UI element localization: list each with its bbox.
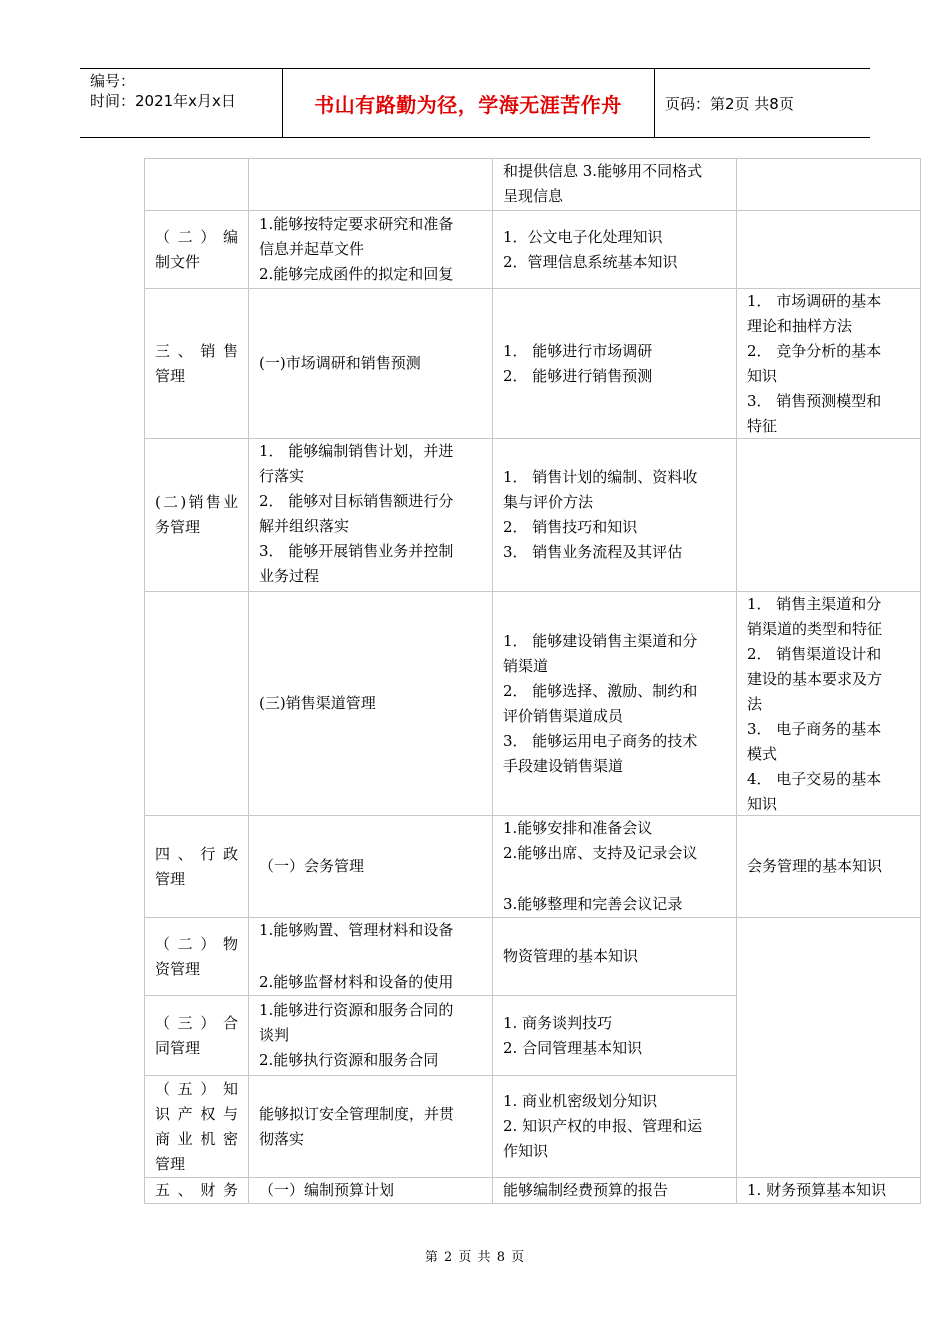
cell-line: 知识 xyxy=(747,795,778,813)
cell-line: （三）合 xyxy=(155,1013,238,1032)
cell-line xyxy=(503,867,726,892)
cell-line: 2.能够完成函件的拟定和回复 xyxy=(259,265,454,283)
cell-line: 知识 xyxy=(747,367,778,385)
cell-line: 解并组织落实 xyxy=(259,517,350,535)
table-cell xyxy=(144,995,249,1076)
table-cell xyxy=(736,438,921,592)
cell-line: （二）编 xyxy=(155,227,238,246)
cell-line: 作知识 xyxy=(503,1142,549,1160)
cell-line: 同管理 xyxy=(155,1038,201,1057)
cell-line: 3． 能够运用电子商务的技术 xyxy=(503,731,698,750)
cell-line: 2. 合同管理基本知识 xyxy=(503,1038,643,1057)
cell-line: 2． 销售渠道设计和 xyxy=(747,645,882,663)
cell-line: 呈现信息 xyxy=(503,187,564,205)
page-header xyxy=(80,68,870,138)
cell-line: 手段建设销售渠道 xyxy=(503,756,624,775)
cell-line: 彻落实 xyxy=(259,1129,305,1148)
table-cell xyxy=(248,210,493,289)
cell-line: 资管理 xyxy=(155,959,201,978)
cell-line: （五）知 xyxy=(155,1079,238,1098)
table-cell xyxy=(492,158,737,211)
cell-line: 商业机密 xyxy=(155,1129,238,1148)
table-cell xyxy=(736,591,921,816)
table-cell xyxy=(736,288,921,439)
cell-line: 销渠道的类型和特征 xyxy=(747,620,883,638)
cell-line: 五、财务 xyxy=(155,1181,238,1199)
table-cell xyxy=(248,917,493,996)
table-cell xyxy=(492,438,737,592)
cell-line: （一）编制预算计划 xyxy=(259,1181,395,1199)
cell-line: 3.能够整理和完善会议记录 xyxy=(503,894,683,913)
cell-line: 销渠道 xyxy=(503,656,549,675)
cell-line: 管理 xyxy=(155,869,186,888)
cell-line: 行落实 xyxy=(259,467,305,485)
cell-line: 4． 电子交易的基本 xyxy=(747,770,882,788)
cell-line: 务管理 xyxy=(155,518,201,536)
header-page-info: 页码：第2页 共8页 xyxy=(665,94,794,113)
cell-line: 1． 销售计划的编制、资料收 xyxy=(503,468,698,486)
table-cell xyxy=(736,158,921,211)
table-cell xyxy=(736,1177,921,1204)
cell-line: （二）物 xyxy=(155,934,238,953)
table-cell xyxy=(144,1177,249,1204)
table-cell xyxy=(248,995,493,1076)
table-cell xyxy=(248,438,493,592)
cell-line: 业务过程 xyxy=(259,567,320,585)
table-cell xyxy=(144,438,249,592)
cell-line: 2． 能够选择、激励、制约和 xyxy=(503,681,698,700)
cell-line: 管理 xyxy=(155,366,186,385)
cell-line: 1.能够进行资源和服务合同的 xyxy=(259,1001,454,1019)
table-cell xyxy=(492,1075,737,1178)
cell-line: 和提供信息 3.能够用不同格式 xyxy=(503,162,703,180)
header-motto: 书山有路勤为径，学海无涯苦作舟 xyxy=(314,92,622,117)
cell-line: 1． 市场调研的基本 xyxy=(747,292,882,310)
cell-line: 评价销售渠道成员 xyxy=(503,706,624,725)
cell-line: 建设的基本要求及方 xyxy=(747,670,883,688)
cell-line: (三)销售渠道管理 xyxy=(259,694,376,712)
table-cell xyxy=(492,995,737,1076)
cell-line: 2.能够出席、支持及记录会议 xyxy=(503,844,698,863)
table-cell xyxy=(492,815,737,918)
cell-line: 识产权与 xyxy=(155,1104,238,1123)
table-cell xyxy=(144,158,249,211)
cell-line: 法 xyxy=(747,695,763,713)
cell-line: 集与评价方法 xyxy=(503,493,594,511)
page-footer: 第 2 页 共 8 页 xyxy=(424,1250,526,1265)
cell-line: 1. 商业机密级划分知识 xyxy=(503,1092,658,1110)
cell-line: 3． 能够开展销售业务并控制 xyxy=(259,542,454,560)
cell-line: 管理 xyxy=(155,1154,186,1173)
cell-line: 三、销售 xyxy=(155,341,238,360)
table-cell xyxy=(736,815,921,918)
cell-line: 四、行政 xyxy=(155,844,238,863)
cell-line: (一)市场调研和销售预测 xyxy=(259,354,421,372)
cell-line: 理论和抽样方法 xyxy=(747,317,853,335)
cell-line: 2． 竞争分析的基本 xyxy=(747,342,882,360)
cell-line: 1.能够按特定要求研究和准备 xyxy=(259,215,454,233)
cell-line: 3． 电子商务的基本 xyxy=(747,720,882,738)
cell-line: 模式 xyxy=(747,745,778,763)
cell-line: 2． 能够对目标销售额进行分 xyxy=(259,492,454,510)
cell-line: 2.能够监督材料和设备的使用 xyxy=(259,973,454,991)
cell-line: 1． 能够进行市场调研 xyxy=(503,341,653,360)
cell-line: 信息并起草文件 xyxy=(259,240,365,258)
table-cell xyxy=(248,591,493,816)
table-cell xyxy=(492,917,737,996)
cell-line: 2． 销售技巧和知识 xyxy=(503,518,638,536)
table-cell xyxy=(736,210,921,289)
header-divider xyxy=(654,69,655,137)
table-cell xyxy=(492,210,737,289)
table-cell xyxy=(492,1177,737,1204)
cell-line: 2． 能够进行销售预测 xyxy=(503,366,653,385)
cell-line: 1. 商务谈判技巧 xyxy=(503,1013,613,1032)
cell-line: 1． 销售主渠道和分 xyxy=(747,595,882,613)
table-cell xyxy=(248,158,493,211)
cell-line: 物资管理的基本知识 xyxy=(503,947,639,965)
table-cell xyxy=(144,591,249,816)
table-cell xyxy=(248,1177,493,1204)
table-cell xyxy=(144,815,249,918)
cell-line: 2.能够执行资源和服务合同 xyxy=(259,1051,439,1069)
cell-line: 制文件 xyxy=(155,252,201,271)
cell-line: 能够拟订安全管理制度，并贯 xyxy=(259,1104,455,1123)
cell-line: (二)销售业 xyxy=(155,493,238,511)
document-number-label: 编号： xyxy=(90,72,136,90)
table-cell xyxy=(144,210,249,289)
cell-line: 2．管理信息系统基本知识 xyxy=(503,252,678,271)
table-cell xyxy=(492,288,737,439)
table-cell xyxy=(144,917,249,996)
cell-line: 能够编制经费预算的报告 xyxy=(503,1181,669,1199)
table-cell xyxy=(144,288,249,439)
table-cell xyxy=(248,815,493,918)
cell-line: 1.能够安排和准备会议 xyxy=(503,819,653,837)
table-cell xyxy=(248,288,493,439)
cell-line: 会务管理的基本知识 xyxy=(747,857,883,875)
cell-line xyxy=(259,944,482,969)
cell-line: 3． 销售业务流程及其评估 xyxy=(503,543,683,561)
table-cell xyxy=(144,1075,249,1178)
table-cell xyxy=(736,917,921,1178)
document-date-label: 时间：2021年x月x日 xyxy=(90,92,236,110)
cell-line: 2. 知识产权的申报、管理和运 xyxy=(503,1117,703,1135)
cell-line: （一）会务管理 xyxy=(259,857,365,875)
table-cell xyxy=(248,1075,493,1178)
cell-line: 1. 财务预算基本知识 xyxy=(747,1181,887,1199)
cell-line: 1． 能够编制销售计划，并进 xyxy=(259,442,454,460)
table-cell xyxy=(492,591,737,816)
cell-line: 1.能够购置、管理材料和设备 xyxy=(259,921,454,939)
header-meta xyxy=(90,71,280,111)
cell-line: 1．公文电子化处理知识 xyxy=(503,227,663,246)
cell-line: 特征 xyxy=(747,417,778,435)
cell-line: 谈判 xyxy=(259,1026,290,1044)
cell-line: 3． 销售预测模型和 xyxy=(747,392,882,410)
cell-line: 1． 能够建设销售主渠道和分 xyxy=(503,631,698,650)
